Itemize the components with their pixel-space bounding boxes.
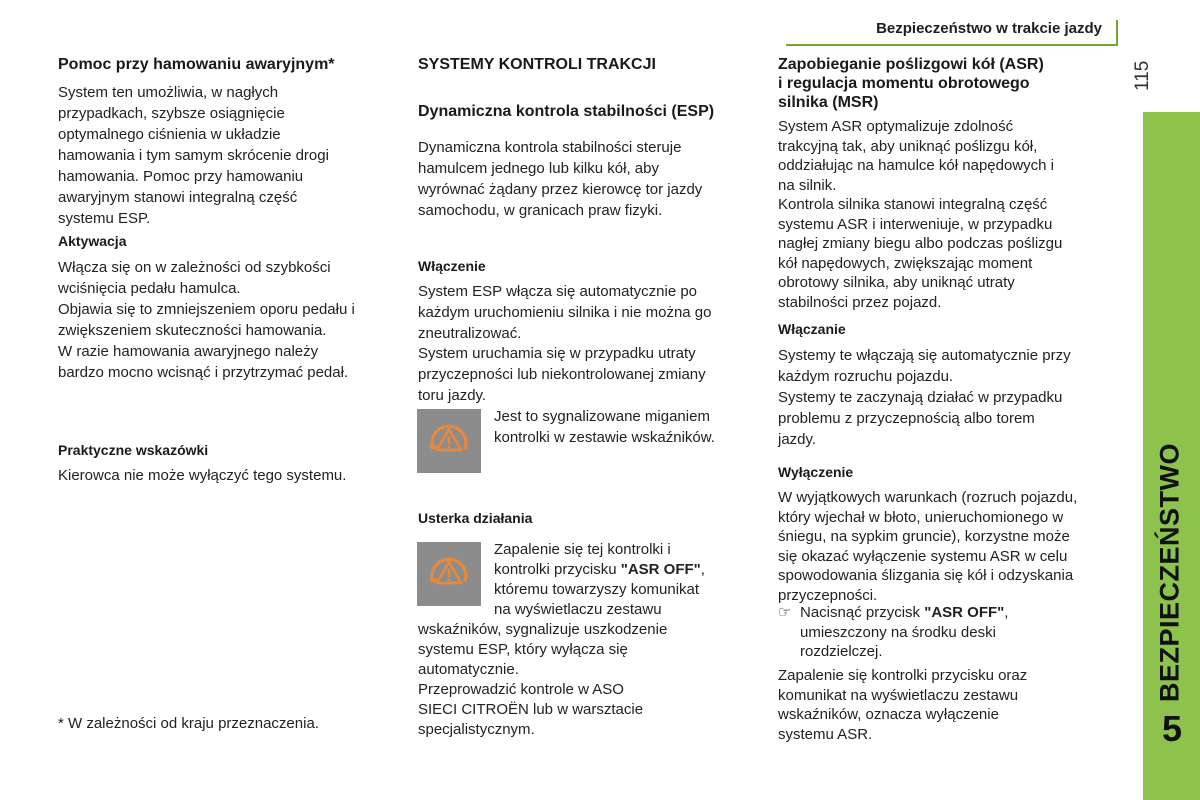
esp-on-heading: Włączenie	[418, 258, 486, 274]
asr-on-text: Systemy te włączają się automatycznie przy każdym rozruchu pojazdu. Systemy te zaczynają działać w przypadku problemu z przyczepnością albo torem jazdy.	[778, 347, 1071, 448]
asr-warning-icon	[417, 542, 481, 606]
asr-intro: System ASR optymalizuje zdolność trakcyjną tak, aby uniknąć poślizgu kół, oddziałując na hamulce kół napędowych i na silnik. Kontrola silnika stanowi integralną część systemu ASR i interweniuje, w przypadku nagłej zmiany biegu albo podczas poślizgu kół napędowych, zwiększając moment obrotowy silnika, aby uniknąć utraty stabilności przez pojazd.	[778, 118, 1063, 311]
page-number: 115	[1132, 60, 1153, 92]
esp-subtitle: Dynamiczna kontrola stabilności (ESP)	[418, 103, 715, 120]
section-header: Bezpieczeństwo w trakcie jazdy	[876, 20, 1102, 37]
col1-title: Pomoc przy hamowaniu awaryjnym*	[58, 56, 335, 73]
asr-off-heading: Wyłączenie	[778, 464, 854, 480]
activation-text: Włącza się on w zależności od szybkości wciśnięcia pedału hamulca. Objawia się to zmniejszeniem oporu pedału i zwiększeniem skuteczności hamowania. W razie hamowania awaryjnego należy bardzo mocno wcisnąć i przytrzymać pedał.	[58, 259, 355, 381]
header-tick	[1116, 20, 1118, 46]
footnote: * W zależności od kraju przeznaczenia.	[58, 715, 319, 732]
asr-on-heading: Włączanie	[778, 321, 846, 337]
tips-heading: Praktyczne wskazówki	[58, 442, 209, 458]
pointing-hand-icon: ☞	[778, 604, 792, 621]
chapter-number: 5	[1161, 708, 1183, 749]
activation-heading: Aktywacja	[58, 233, 127, 249]
fault-heading: Usterka działania	[418, 510, 533, 526]
chapter-title: BEZPIECZEŃSTWO	[1154, 443, 1185, 703]
tips-text: Kierowca nie może wyłączyć tego systemu.	[58, 467, 347, 484]
esp-warning-icon	[417, 409, 481, 473]
esp-on-text: System ESP włącza się automatycznie po każdym uruchomieniu silnika i nie można go zneutralizować. System uruchamia się w przypadku utraty przyczepności lub niekontrolowanej zmiany toru jazdy.	[418, 283, 712, 404]
asr-title: Zapobieganie poślizgowi kół (ASR) i regulacja momentu obrotowego silnika (MSR)	[778, 56, 1044, 111]
fault-icon-text: Zapalenie się tej kontrolki i kontrolki przycisku "ASR OFF", któremu towarzyszy komunikat na wyświetlaczu zestawu	[494, 541, 705, 618]
header-rule	[786, 44, 1116, 46]
col2-title: SYSTEMY KONTROLI TRAKCJI	[418, 56, 656, 73]
fault-text: wskaźników, sygnalizuje uszkodzenie systemu ESP, który wyłącza się automatycznie. Przeprowadzić kontrole w ASO SIECI CITROËN lub w warsztacie specjalistycznym.	[418, 621, 668, 738]
asr-off-text: W wyjątkowych warunkach (rozruch pojazdu, który wjechał w błoto, unieruchomionego w śniegu, na sypkim gruncie), korzystne może się okazać wyłączenie systemu ASR w celu spowodowania ślizgania się kół i odzyskania przyczepności.	[778, 489, 1078, 604]
esp-intro: Dynamiczna kontrola stabilności steruje hamulcem jednego lub kilku kół, aby wyrównać żądany przez kierowcę tor jazdy samochodu, w granicach praw fizyki.	[418, 139, 703, 219]
asr-off-instruction: ☞ Nacisnąć przycisk "ASR OFF", umieszczony na środku deski rozdzielczej.	[778, 604, 1009, 660]
asr-closing-text: Zapalenie się kontrolki przycisku oraz komunikat na wyświetlaczu zestawu wskaźników, oznacza wyłączenie systemu ASR.	[778, 667, 1028, 743]
esp-on-icon-text: Jest to sygnalizowane miganiem kontrolki w zestawie wskaźników.	[494, 408, 715, 446]
col1-intro: System ten umożliwia, w nagłych przypadkach, szybsze osiągnięcie optymalnego ciśnienia w układzie hamowania i tym samym skrócenie drogi hamowania. Pomoc przy hamowaniu awaryjnym stanowi integralną część systemu ESP.	[58, 84, 329, 227]
